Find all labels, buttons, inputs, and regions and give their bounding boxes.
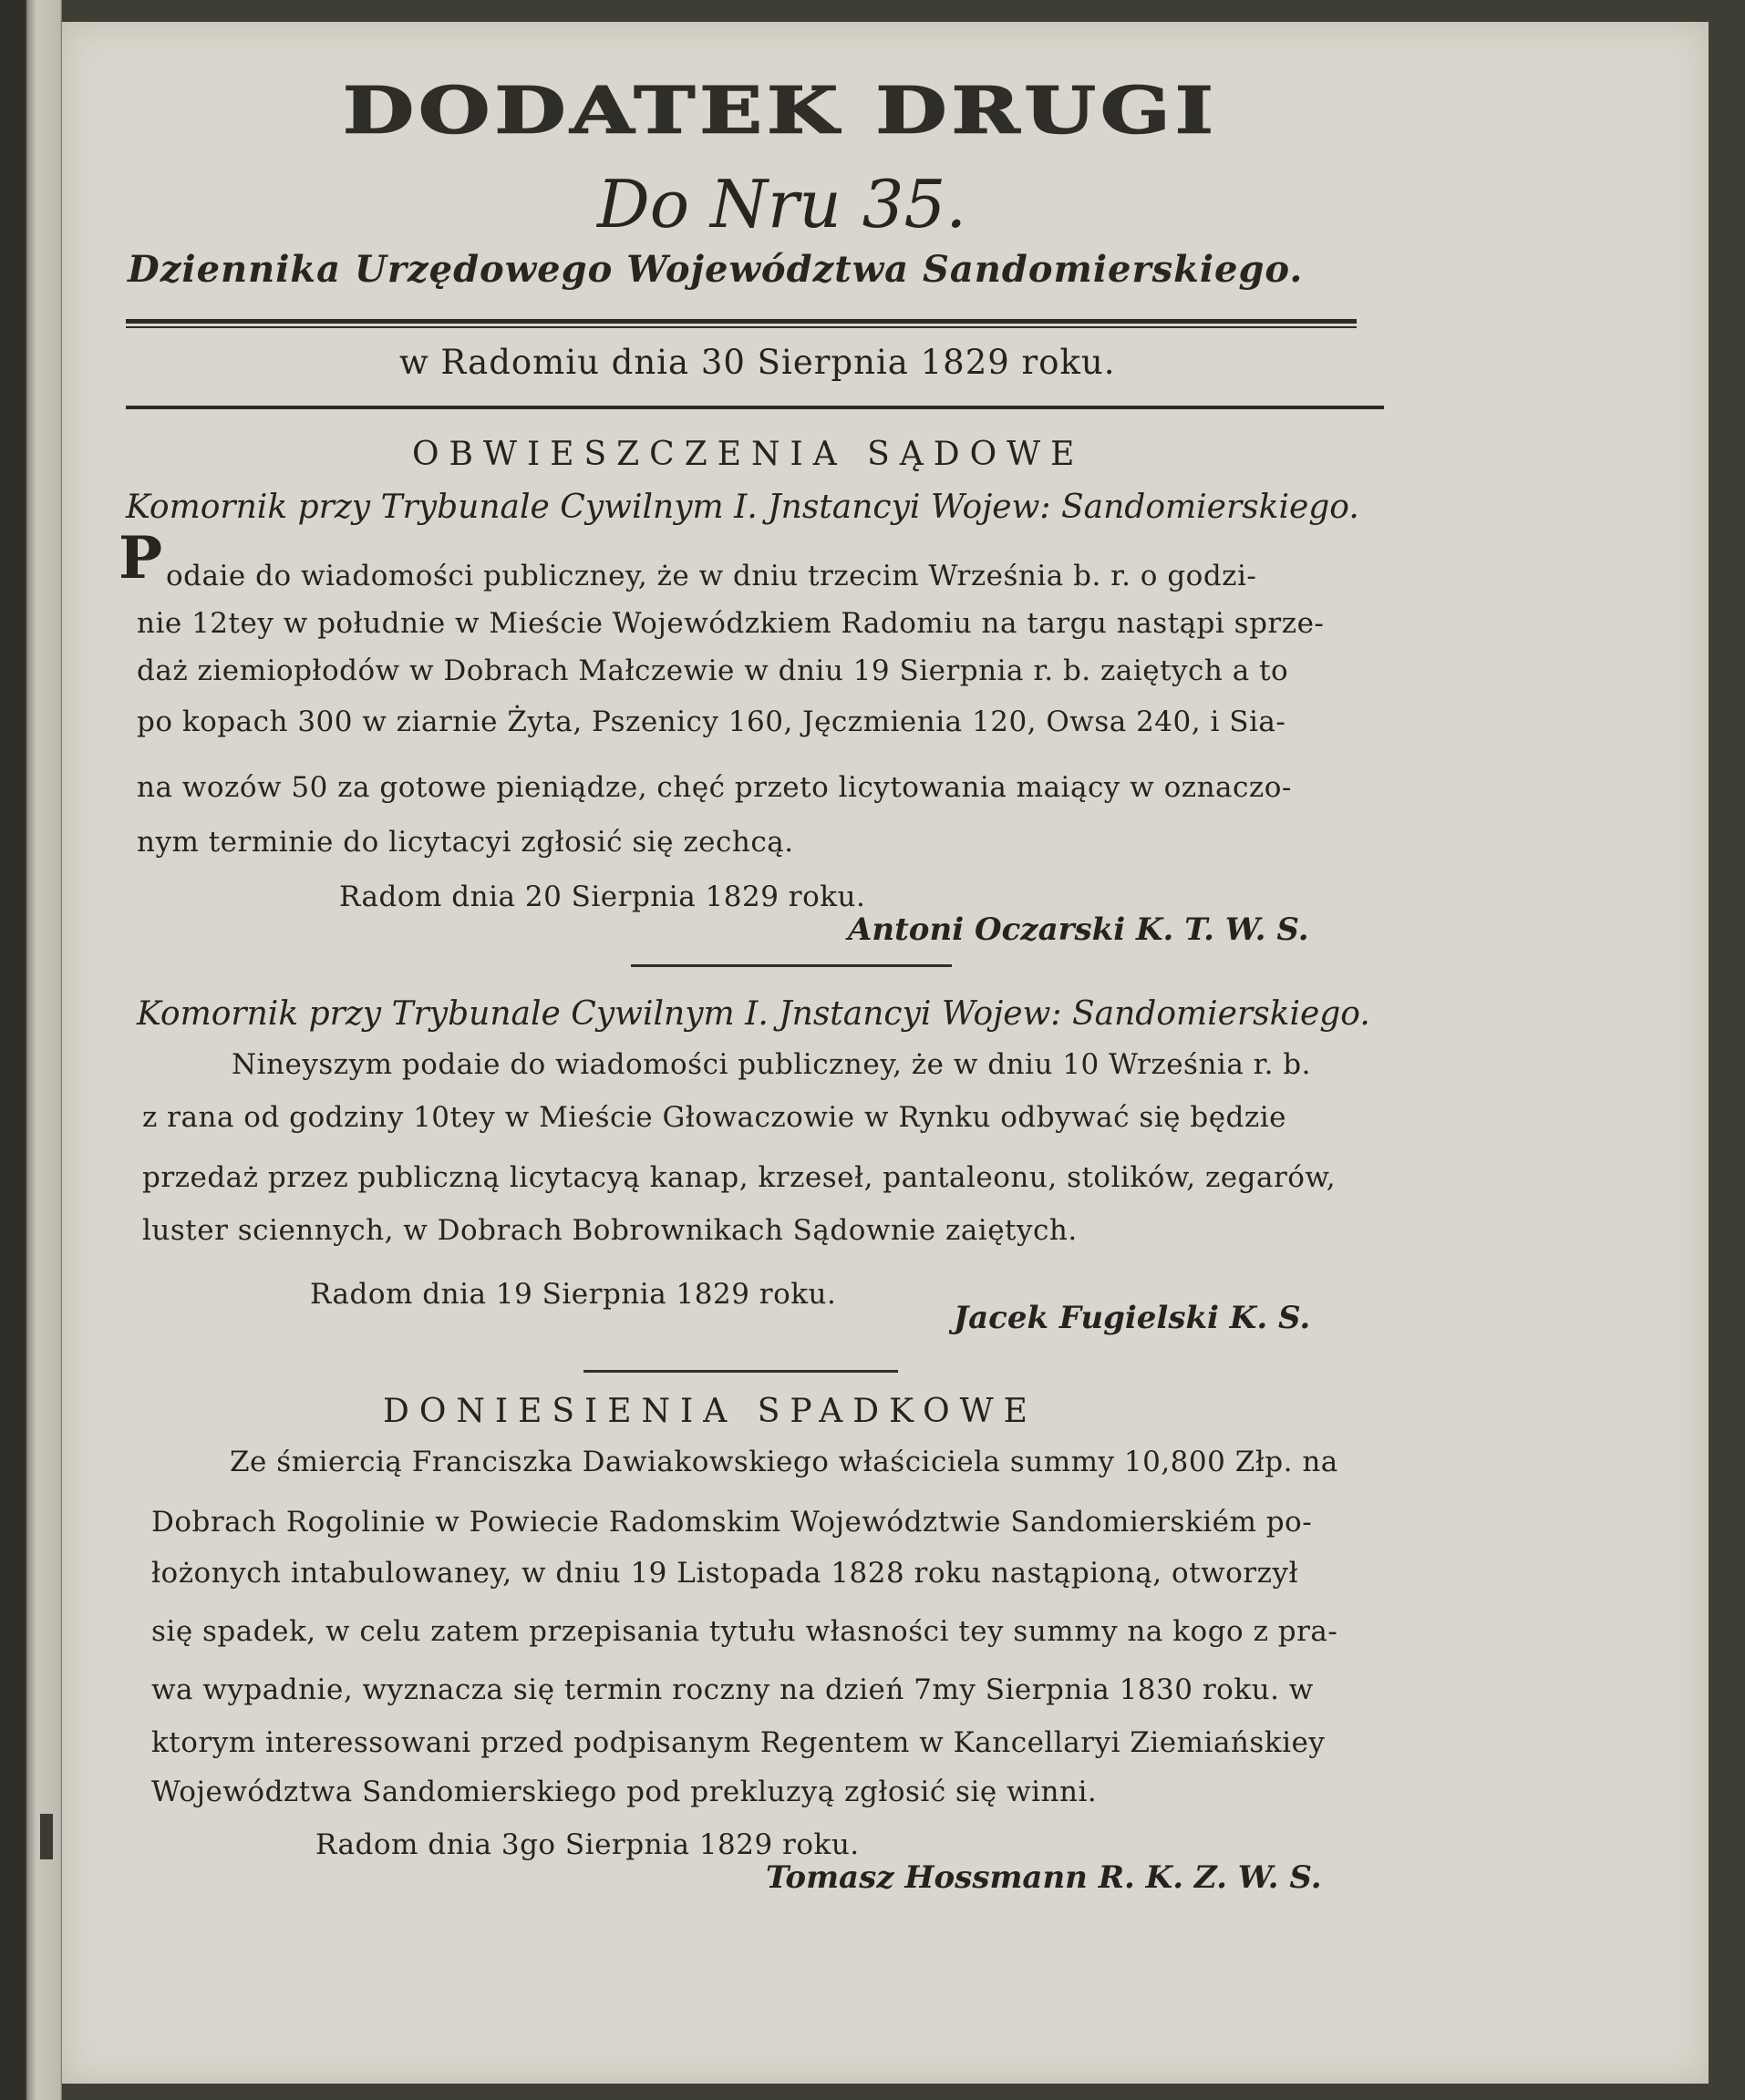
notice-text-line: nie 12tey w południe w Mieście Wojewódzkiem Radomiu na targu nastąpi sprze- xyxy=(137,607,1325,640)
place-date: Radom dnia 19 Sierpnia 1829 roku. xyxy=(310,1278,837,1311)
notice-text-line: po kopach 300 w ziarnie Żyta, Pszenicy 160, Jęczmienia 120, Owsa 240, i Sia- xyxy=(137,705,1286,738)
binding-edge xyxy=(0,0,62,2100)
header-rule xyxy=(126,319,1357,324)
section-heading-court-notices: OBWIESZCZENIA SĄDOWE xyxy=(412,436,1085,473)
drop-cap: P xyxy=(119,524,163,592)
separator-rule xyxy=(583,1370,898,1373)
place-date: Radom dnia 20 Sierpnia 1829 roku. xyxy=(339,880,866,913)
notice-text-line: się spadek, w celu zatem przepisania tytułu własności tey summy na kogo z pra- xyxy=(151,1615,1338,1648)
notice-text-line: z rana od godziny 10tey w Mieście Głowaczowie w Rynku odbywać się będzie xyxy=(142,1101,1286,1134)
notice-text-line: Nineyszym podaie do wiadomości publiczney, że w dniu 10 Września r. b. xyxy=(232,1048,1311,1081)
signature: Tomasz Hossmann R. K. Z. W. S. xyxy=(766,1859,1322,1896)
place-date: Radom dnia 3go Sierpnia 1829 roku. xyxy=(315,1828,860,1861)
signature: Antoni Oczarski K. T. W. S. xyxy=(848,911,1309,948)
notice-text-line: Województwa Sandomierskiego pod prekluzyą zgłosić się winni. xyxy=(151,1776,1098,1808)
notice-text-line: przedaż przez publiczną licytacyą kanap, krzeseł, pantaleonu, stolików, zegarów, xyxy=(142,1161,1337,1194)
masthead-title: DODATEK DRUGI xyxy=(343,73,1218,149)
journal-subtitle: Dziennika Urzędowego Województwa Sandomierskiego. xyxy=(128,248,1304,291)
notice-text-line: Dobrach Rogolinie w Powiecie Radomskim Województwie Sandomierskiém po- xyxy=(151,1506,1313,1539)
notice-text-line: luster sciennych, w Dobrach Bobrownikach Sądownie zaiętych. xyxy=(142,1214,1078,1247)
separator-rule xyxy=(631,964,952,967)
binding-mark xyxy=(40,1814,53,1859)
notice-text-line: łożonych intabulowaney, w dniu 19 Listopada 1828 roku nastąpioną, otworzył xyxy=(151,1557,1299,1590)
notice-text-line: ktorym interessowani przed podpisanym Regentem w Kancellaryi Ziemiańskiey xyxy=(151,1726,1326,1759)
notice-header: Komornik przy Trybunale Cywilnym I. Jnstancyi Wojew: Sandomierskiego. xyxy=(126,489,1359,526)
notice-text-line: wa wypadnie, wyznacza się termin roczny na dzień 7my Sierpnia 1830 roku. w xyxy=(151,1673,1314,1706)
notice-text-line: na wozów 50 za gotowe pieniądze, chęć przeto licytowania maiący w oznaczo- xyxy=(137,771,1292,804)
dateline-rule xyxy=(126,406,1384,409)
notice-text-line: odaie do wiadomości publiczney, że w dniu trzecim Września b. r. o godzi- xyxy=(166,560,1257,592)
issue-number: Do Nru 35. xyxy=(597,166,967,242)
notice-text-line: nym terminie do licytacyi zgłosić się zechcą. xyxy=(137,826,794,859)
notice-text-line: Ze śmiercią Franciszka Dawiakowskiego właściciela summy 10,800 Złp. na xyxy=(230,1446,1338,1478)
header-rule-thin xyxy=(126,326,1357,328)
signature: Jacek Fugielski K. S. xyxy=(954,1300,1311,1336)
section-heading-inheritance-notices: DONIESIENIA SPADKOWE xyxy=(383,1393,1038,1430)
notice-text-line: daż ziemiopłodów w Dobrach Małczewie w dniu 19 Sierpnia r. b. zaiętych a to xyxy=(137,654,1289,687)
dateline: w Radomiu dnia 30 Sierpnia 1829 roku. xyxy=(399,343,1116,382)
notice-header: Komornik przy Trybunale Cywilnym I. Jnstancyi Wojew: Sandomierskiego. xyxy=(137,995,1370,1033)
